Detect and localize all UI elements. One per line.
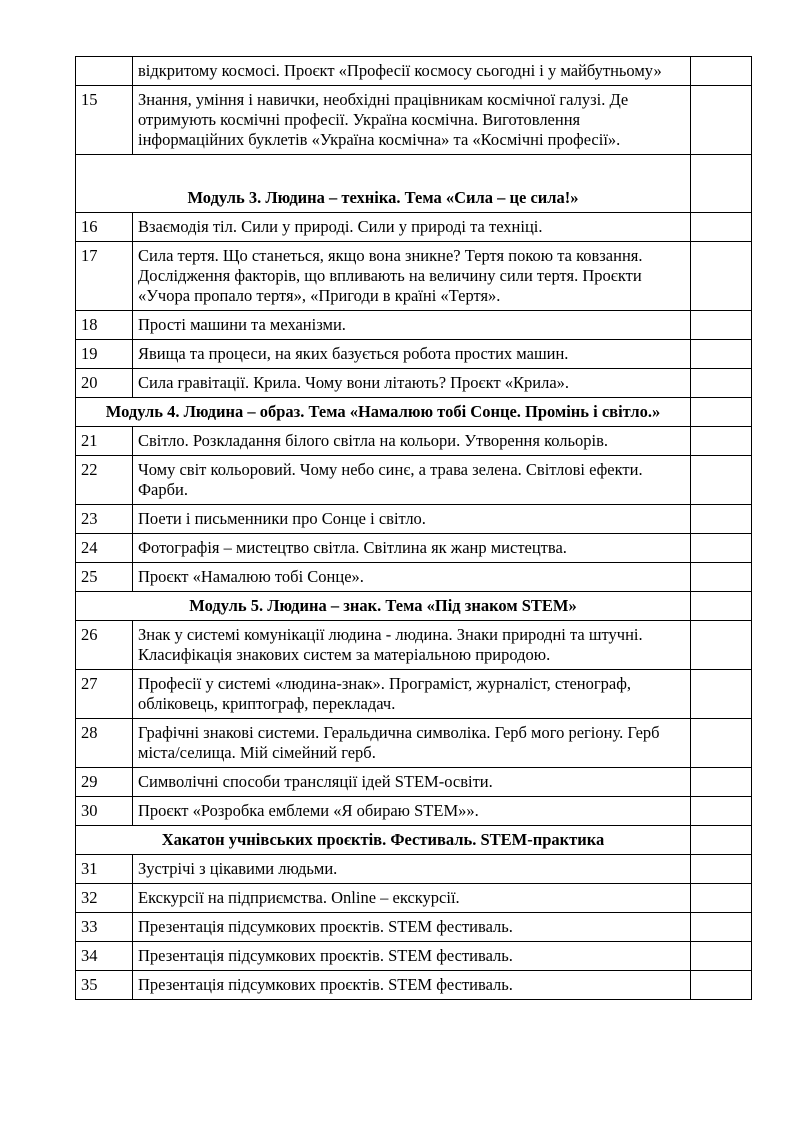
lesson-number: 26 [76, 621, 133, 670]
lesson-row [76, 456, 752, 505]
module-title: Хакатон учнівських проєктів. Фестиваль. STEM-практика [76, 826, 691, 855]
lesson-topic: Графічні знакові системи. Геральдична символіка. Герб мого регіону. Герб міста/селища. Мій сімейний герб. [133, 719, 691, 768]
lesson-topic: Поети і письменники про Сонце і світло. [133, 505, 691, 534]
lesson-topic: Проєкт «Намалюю тобі Сонце». [133, 563, 691, 592]
lesson-topic: Зустрічі з цікавими людьми. [133, 855, 691, 884]
hours-cell [691, 340, 752, 369]
lesson-topic: Екскурсії на підприємства. Online – екскурсії. [133, 884, 691, 913]
lesson-topic: відкритому космосі. Проєкт «Професії космосу сьогодні і у майбутньому» [133, 57, 691, 86]
lesson-row [76, 427, 752, 456]
lesson-topic: Презентація підсумкових проєктів. STEM фестиваль. [133, 913, 691, 942]
lesson-number: 28 [76, 719, 133, 768]
hours-cell [691, 621, 752, 670]
lesson-row [76, 670, 752, 719]
hours-cell [691, 57, 752, 86]
lesson-row [76, 86, 752, 155]
lesson-number: 29 [76, 768, 133, 797]
hours-cell [691, 456, 752, 505]
lesson-topic: Презентація підсумкових проєктів. STEM фестиваль. [133, 971, 691, 1000]
lesson-topic: Проєкт «Розробка емблеми «Я обираю STEM»». [133, 797, 691, 826]
lesson-number: 25 [76, 563, 133, 592]
hours-cell [691, 369, 752, 398]
lesson-row [76, 768, 752, 797]
hours-cell [691, 563, 752, 592]
lesson-number: 20 [76, 369, 133, 398]
lesson-number: 24 [76, 534, 133, 563]
lesson-number: 27 [76, 670, 133, 719]
lesson-row [76, 971, 752, 1000]
module-title: Модуль 4. Людина – образ. Тема «Намалюю тобі Сонце. Промінь і світло.» [76, 398, 691, 427]
lesson-row [76, 242, 752, 311]
lesson-number: 17 [76, 242, 133, 311]
lesson-topic: Символічні способи трансляції ідей STEM-освіти. [133, 768, 691, 797]
hours-cell [691, 797, 752, 826]
module-header-row [76, 155, 752, 213]
lesson-topic: Прості машини та механізми. [133, 311, 691, 340]
module-header-row [76, 592, 752, 621]
lesson-number: 18 [76, 311, 133, 340]
module-header-row [76, 826, 752, 855]
module-title: Модуль 3. Людина – техніка. Тема «Сила – це сила!» [76, 155, 691, 213]
hours-cell [691, 427, 752, 456]
hours-cell [691, 719, 752, 768]
hours-cell [691, 826, 752, 855]
lesson-topic: Світло. Розкладання білого світла на кольори. Утворення кольорів. [133, 427, 691, 456]
lesson-number: 35 [76, 971, 133, 1000]
hours-cell [691, 855, 752, 884]
hours-cell [691, 913, 752, 942]
lesson-row [76, 534, 752, 563]
lesson-row [76, 213, 752, 242]
lesson-topic: Фотографія – мистецтво світла. Світлина як жанр мистецтва. [133, 534, 691, 563]
lesson-row [76, 57, 752, 86]
lesson-number [76, 57, 133, 86]
lesson-row [76, 913, 752, 942]
lesson-row [76, 942, 752, 971]
module-title: Модуль 5. Людина – знак. Тема «Під знаком STEM» [76, 592, 691, 621]
hours-cell [691, 213, 752, 242]
lesson-topic: Взаємодія тіл. Сили у природі. Сили у природі та техніці. [133, 213, 691, 242]
lesson-topic: Сила тертя. Що станеться, якщо вона зникне? Тертя покою та ковзання. Дослідження факторів, що впливають на величину сили тертя. Проєкти «Учора пропало тертя», «Пригоди в країні «Тертя». [133, 242, 691, 311]
lesson-topic: Професії у системі «людина-знак». Програміст, журналіст, стенограф, обліковець, криптограф, перекладач. [133, 670, 691, 719]
lesson-row [76, 369, 752, 398]
lesson-row [76, 340, 752, 369]
lesson-row [76, 563, 752, 592]
hours-cell [691, 768, 752, 797]
lesson-row [76, 884, 752, 913]
lesson-number: 22 [76, 456, 133, 505]
lesson-topic: Чому світ кольоровий. Чому небо синє, а трава зелена. Світлові ефекти. Фарби. [133, 456, 691, 505]
hours-cell [691, 505, 752, 534]
lesson-row [76, 505, 752, 534]
module-header-row [76, 398, 752, 427]
hours-cell [691, 311, 752, 340]
lesson-plan-body [76, 57, 752, 1000]
hours-cell [691, 971, 752, 1000]
lesson-number: 30 [76, 797, 133, 826]
hours-cell [691, 534, 752, 563]
lesson-number: 21 [76, 427, 133, 456]
lesson-number: 31 [76, 855, 133, 884]
lesson-number: 23 [76, 505, 133, 534]
lesson-number: 15 [76, 86, 133, 155]
lesson-row [76, 719, 752, 768]
hours-cell [691, 670, 752, 719]
lesson-topic: Презентація підсумкових проєктів. STEM фестиваль. [133, 942, 691, 971]
hours-cell [691, 242, 752, 311]
lesson-row [76, 621, 752, 670]
hours-cell [691, 592, 752, 621]
hours-cell [691, 398, 752, 427]
lesson-plan-table [75, 56, 752, 1000]
lesson-topic: Явища та процеси, на яких базується робота простих машин. [133, 340, 691, 369]
lesson-number: 19 [76, 340, 133, 369]
hours-cell [691, 942, 752, 971]
lesson-number: 32 [76, 884, 133, 913]
lesson-topic: Знання, уміння і навички, необхідні працівникам космічної галузі. Де отримують космічні професії. Україна космічна. Виготовлення інформаційних буклетів «Україна космічна» та «Космічні професії». [133, 86, 691, 155]
lesson-number: 34 [76, 942, 133, 971]
lesson-topic: Знак у системі комунікації людина - людина. Знаки природні та штучні. Класифікація знакових систем за матеріальною природою. [133, 621, 691, 670]
lesson-topic: Сила гравітації. Крила. Чому вони літають? Проєкт «Крила». [133, 369, 691, 398]
lesson-row [76, 311, 752, 340]
lesson-number: 16 [76, 213, 133, 242]
hours-cell [691, 86, 752, 155]
lesson-number: 33 [76, 913, 133, 942]
lesson-row [76, 797, 752, 826]
lesson-row [76, 855, 752, 884]
hours-cell [691, 155, 752, 213]
hours-cell [691, 884, 752, 913]
